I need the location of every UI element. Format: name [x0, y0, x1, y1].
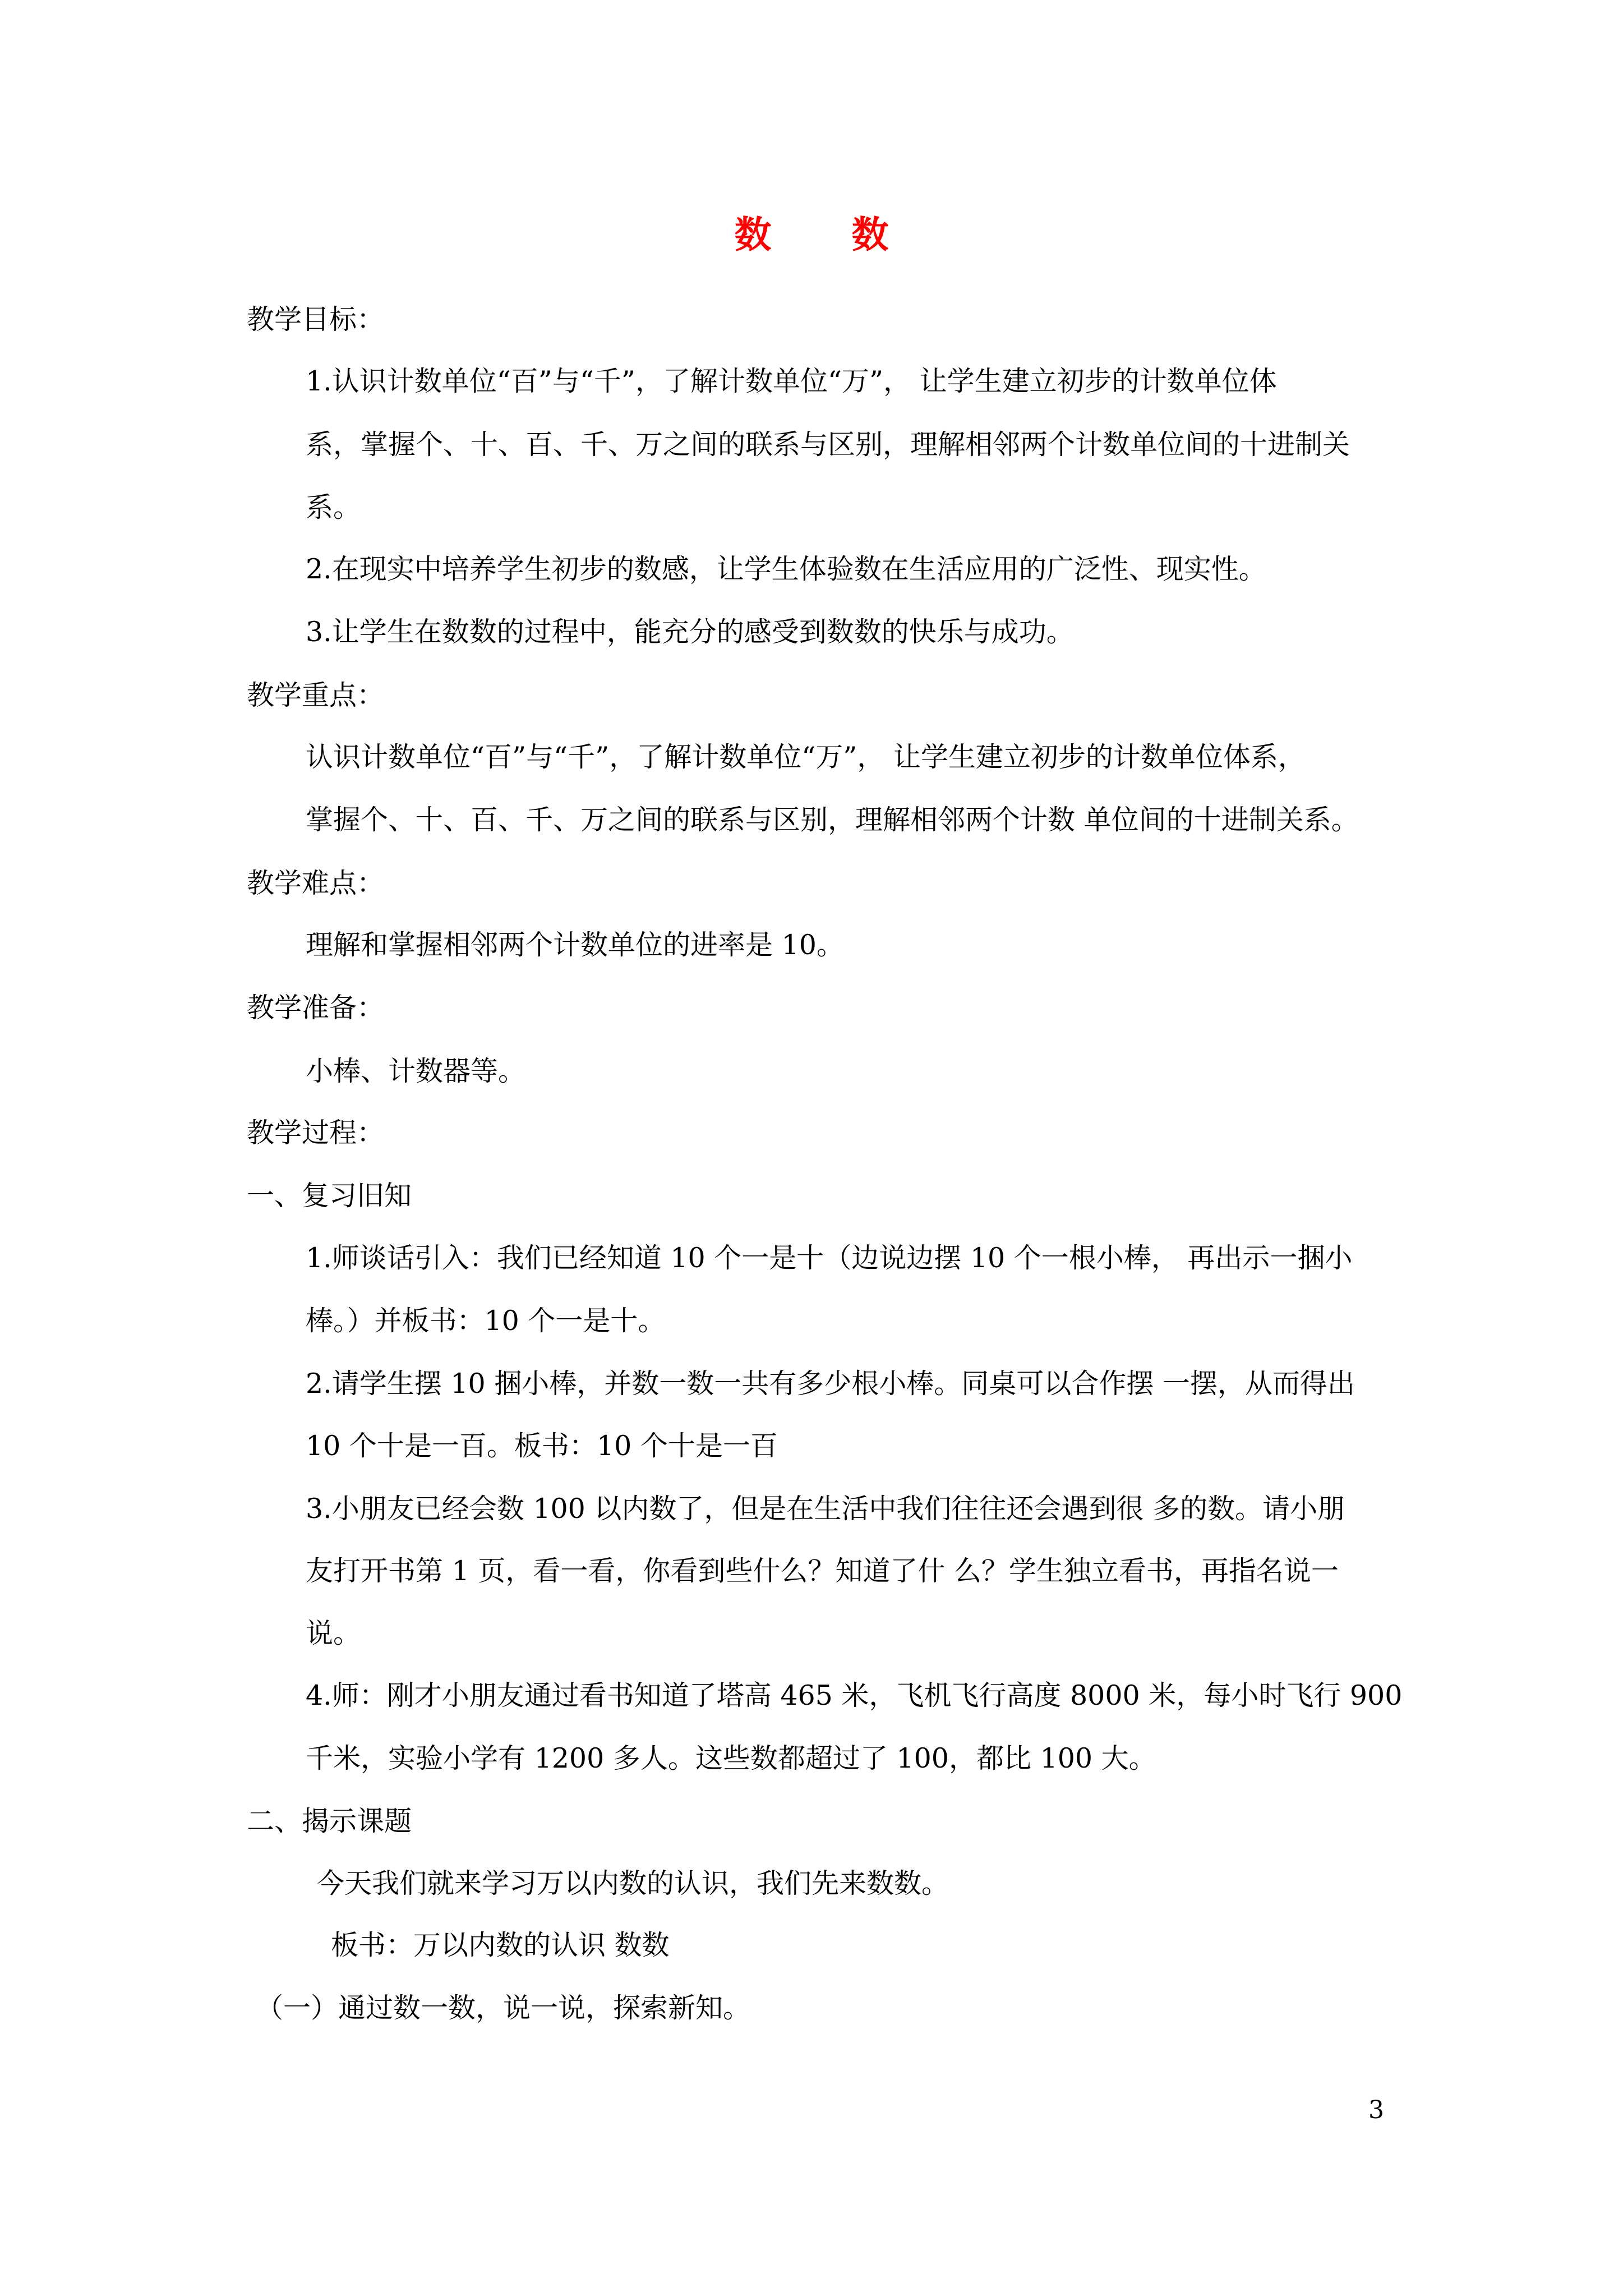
objective-2: 2.在现实中培养学生初步的数感，让学生体验数在生活应用的广泛性、现实性。: [306, 553, 1266, 585]
section-1-item-3-line-2: 友打开书第 1 页，看一看，你看到些什么？知道了什 么？学生独立看书，再指名说一: [306, 1555, 1339, 1587]
objective-1-line-3: 系。: [306, 491, 361, 523]
objective-3: 3.让学生在数数的过程中，能充分的感受到数数的快乐与成功。: [306, 616, 1074, 648]
section-1-item-2-line-2: 10 个十是一百。板书：10 个十是一百: [306, 1430, 778, 1462]
key-points-line-1: 认识计数单位“百”与“千”，了解计数单位“万”， 让学生建立初步的计数单位体系，: [306, 741, 1306, 773]
section-1-item-3-line-1: 3.小朋友已经会数 100 以内数了，但是在生活中我们往往还会遇到很 多的数。请小朋: [306, 1493, 1345, 1525]
section-1-item-4-line-1: 4.师：刚才小朋友通过看书知道了塔高 465 米，飞机飞行高度 8000 米，每小时飞行 900: [306, 1680, 1403, 1711]
objectives-heading: 教学目标：: [247, 303, 385, 335]
section-2-heading: 二、揭示课题: [247, 1805, 412, 1837]
process-heading: 教学过程：: [247, 1117, 385, 1149]
section-1-item-1-line-1: 1.师谈话引入：我们已经知道 10 个一是十（边说边摆 10 个一根小棒， 再出示一捆小: [306, 1242, 1353, 1274]
section-1-item-4-line-2: 千米，实验小学有 1200 多人。这些数都超过了 100，都比 100 大。: [306, 1742, 1156, 1774]
section-1-item-2-line-1: 2.请学生摆 10 捆小棒，并数一数一共有多少根小棒。同桌可以合作摆 一摆，从而得出: [306, 1368, 1355, 1400]
section-1-item-1-line-2: 棒。）并板书：10 个一是十。: [306, 1305, 666, 1337]
difficulties-line-1: 理解和掌握相邻两个计数单位的进率是 10。: [306, 929, 844, 961]
preparation-heading: 教学准备：: [247, 992, 385, 1024]
preparation-line-1: 小棒、计数器等。: [306, 1055, 526, 1087]
page-number: 3: [1368, 2096, 1384, 2124]
section-1-item-3-line-3: 说。: [306, 1617, 361, 1649]
subsection-1-heading: （一）通过数一数，说一说，探索新知。: [256, 1992, 751, 2024]
key-points-line-2: 掌握个、十、百、千、万之间的联系与区别，理解相邻两个计数 单位间的十进制关系。: [306, 804, 1359, 836]
objective-1-line-1: 1.认识计数单位“百”与“千”，了解计数单位“万”， 让学生建立初步的计数单位体: [306, 365, 1277, 397]
objective-1-line-2: 系，掌握个、十、百、千、万之间的联系与区别，理解相邻两个计数单位间的十进制关: [306, 429, 1350, 461]
section-2-line-1: 今天我们就来学习万以内数的认识，我们先来数数。: [317, 1867, 949, 1899]
section-1-heading: 一、复习旧知: [247, 1180, 412, 1212]
section-2-board-text: 板书：万以内数的认识 数数: [331, 1929, 670, 1961]
key-points-heading: 教学重点：: [247, 679, 385, 711]
page-title: 数 数: [734, 213, 923, 256]
difficulties-heading: 教学难点：: [247, 867, 385, 899]
